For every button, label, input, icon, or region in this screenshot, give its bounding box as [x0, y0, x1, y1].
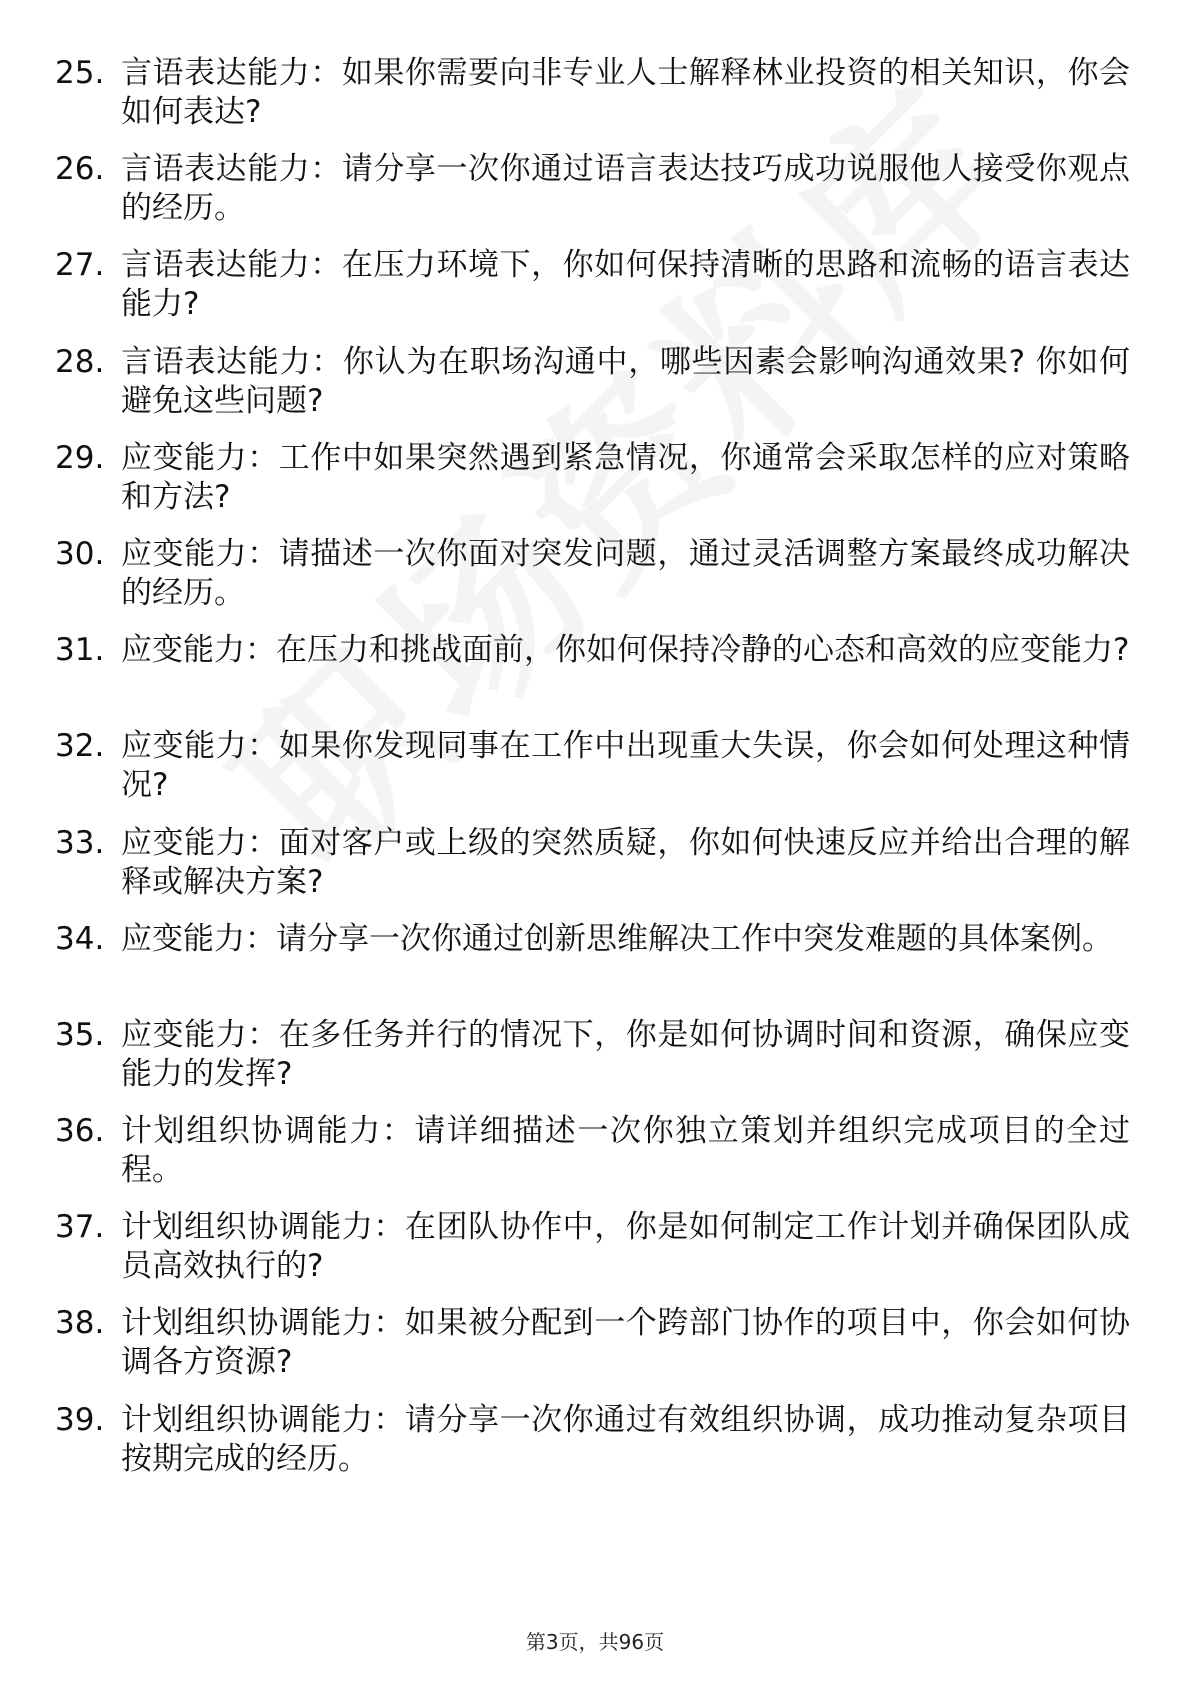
question-text: 应变能力：如果你发现同事在工作中出现重大失误，你会如何处理这种情况?: [121, 728, 1130, 804]
page-number-label: 第3页，共96页: [525, 1630, 665, 1654]
question-item: [55, 1112, 1130, 1208]
question-item: [55, 824, 1130, 920]
question-item: [55, 631, 1130, 727]
question-item: [55, 535, 1130, 631]
question-text: 言语表达能力：请分享一次你通过语言表达技巧成功说服他人接受你观点的经历。: [121, 151, 1130, 227]
question-text: 应变能力：工作中如果突然遇到紧急情况，你通常会采取怎样的应对策略和方法?: [121, 439, 1130, 515]
question-number: 33.: [55, 824, 105, 861]
question-number: 30.: [55, 535, 105, 572]
question-item: [55, 1016, 1130, 1112]
question-text: 言语表达能力：你认为在职场沟通中，哪些因素会影响沟通效果? 你如何避免这些问题?: [121, 343, 1130, 419]
question-text: 计划组织协调能力：请分享一次你通过有效组织协调，成功推动复杂项目按期完成的经历。: [121, 1401, 1130, 1477]
question-number: 29.: [55, 439, 105, 476]
question-number: 25.: [55, 55, 105, 91]
question-number: 31.: [55, 632, 105, 669]
question-item: [55, 54, 1130, 150]
question-list: [55, 54, 1130, 1497]
question-item: [55, 920, 1130, 1016]
question-number: 38.: [55, 1305, 105, 1342]
question-number: 28.: [55, 343, 105, 380]
question-item: [55, 727, 1130, 823]
question-number: 39.: [55, 1401, 105, 1438]
question-item: [55, 1208, 1130, 1304]
question-item: [55, 1401, 1130, 1497]
question-item: [55, 1304, 1130, 1400]
question-text: 言语表达能力：如果你需要向非专业人士解释林业投资的相关知识，你会如何表达?: [121, 55, 1130, 130]
page-footer: [0, 1630, 1190, 1654]
question-number: 34.: [55, 920, 105, 957]
question-text: 应变能力：请分享一次你通过创新思维解决工作中突发难题的具体案例。: [121, 920, 1113, 957]
question-number: 37.: [55, 1209, 105, 1246]
question-text: 计划组织协调能力：请详细描述一次你独立策划并组织完成项目的全过程。: [121, 1113, 1130, 1189]
question-item: [55, 246, 1130, 342]
question-item: [55, 439, 1130, 535]
question-text: 言语表达能力：在压力环境下，你如何保持清晰的思路和流畅的语言表达能力?: [121, 247, 1130, 323]
question-text: 计划组织协调能力：在团队协作中，你是如何制定工作计划并确保团队成员高效执行的?: [121, 1209, 1130, 1285]
question-text: 应变能力：请描述一次你面对突发问题，通过灵活调整方案最终成功解决的经历。: [121, 535, 1130, 611]
question-text: 应变能力：面对客户或上级的突然质疑，你如何快速反应并给出合理的解释或解决方案?: [121, 824, 1130, 900]
question-number: 26.: [55, 151, 105, 188]
question-text: 计划组织协调能力：如果被分配到一个跨部门协作的项目中，你会如何协调各方资源?: [121, 1305, 1130, 1381]
question-item: [55, 150, 1130, 246]
question-number: 36.: [55, 1113, 105, 1150]
question-number: 32.: [55, 728, 105, 765]
question-number: 27.: [55, 247, 105, 284]
question-item: [55, 343, 1130, 439]
question-text: 应变能力：在多任务并行的情况下，你是如何协调时间和资源，确保应变能力的发挥?: [121, 1016, 1130, 1092]
question-text: 应变能力：在压力和挑战面前，你如何保持冷静的心态和高效的应变能力?: [121, 632, 1130, 669]
question-number: 35.: [55, 1016, 105, 1053]
